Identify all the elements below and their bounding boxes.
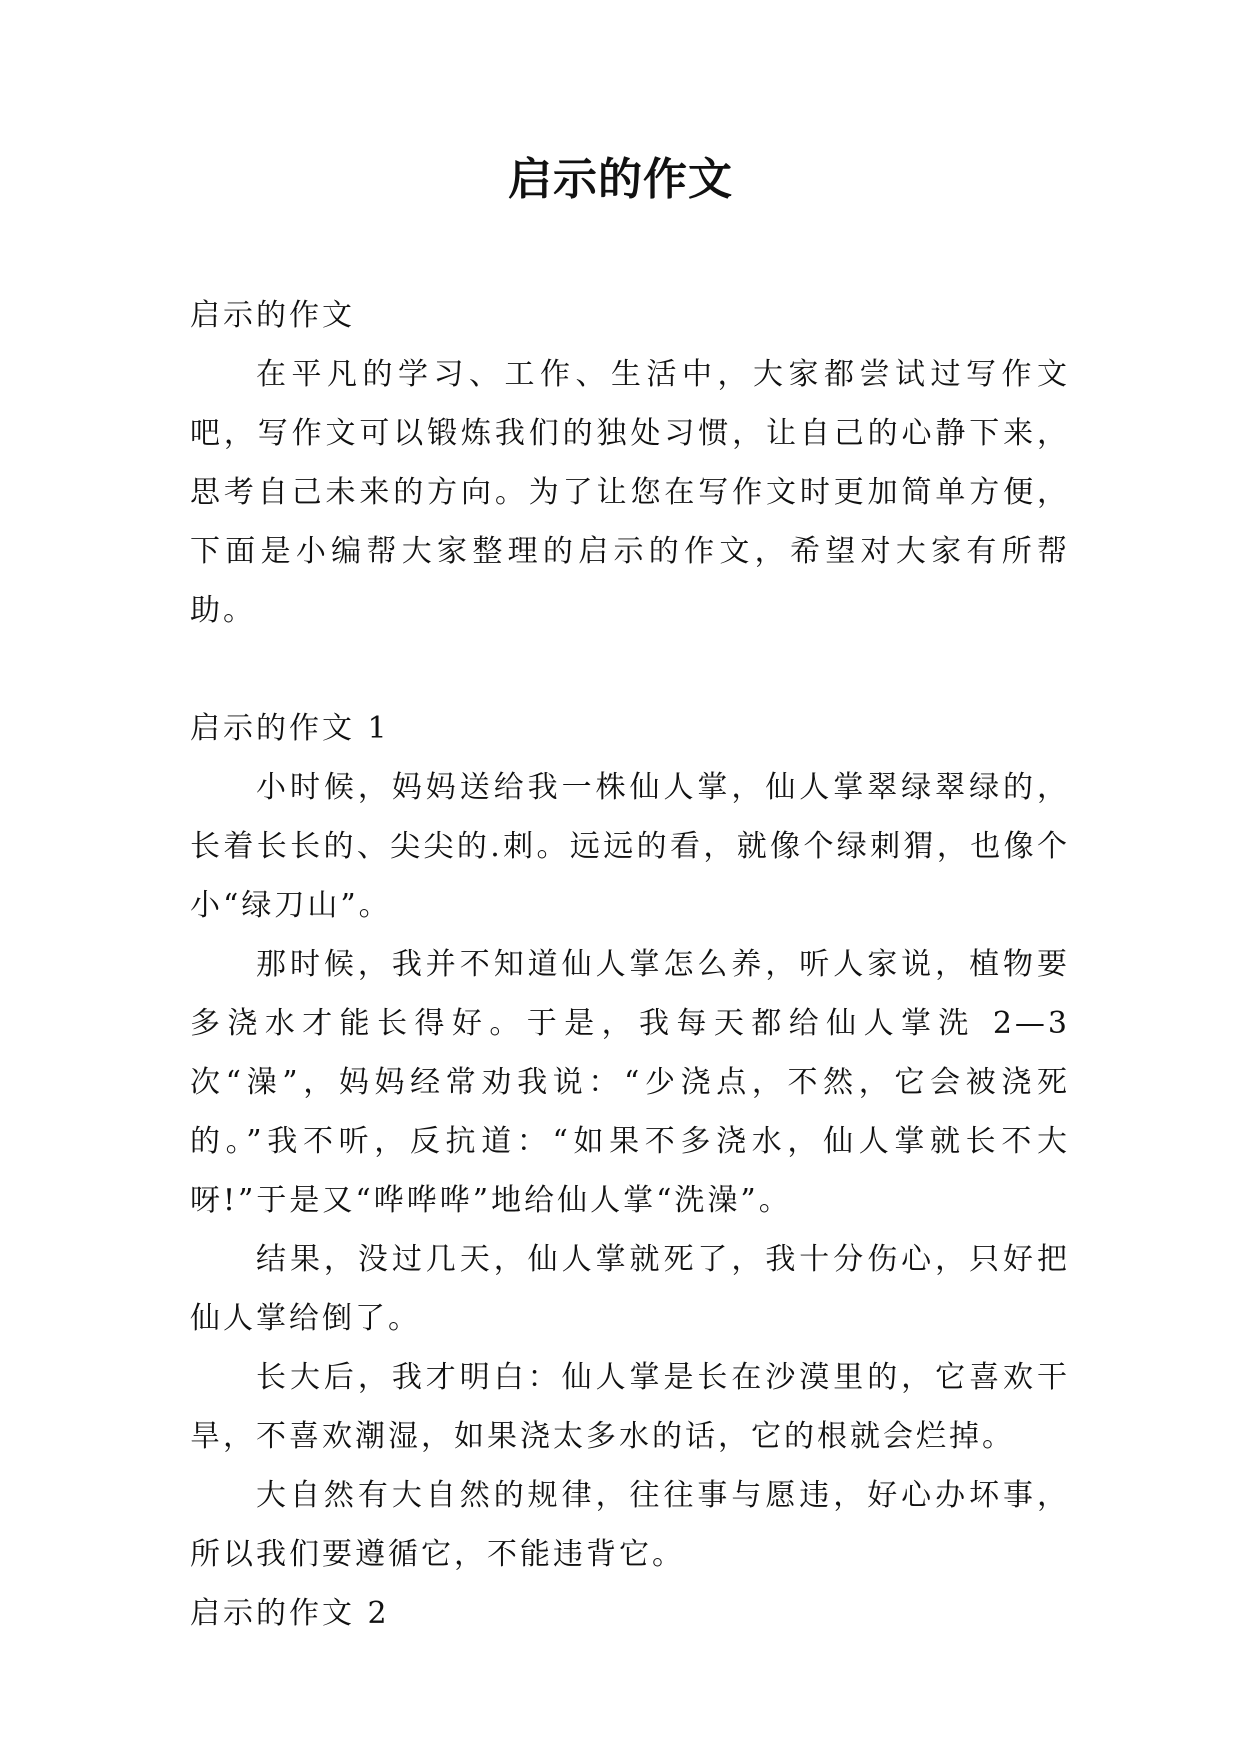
intro-heading: 启示的作文: [190, 298, 355, 333]
essay1-paragraph: 那时候，我并不知道仙人掌怎么养，听人家说，植物要多浇水才能长得好。于是，我每天都给仙人掌洗 2—3 次“澡”，妈妈经常劝我说：“少浇点，不然，它会被浇死的。”我不听，反抗道：“如果不多浇水，仙人掌就长不大呀!”于是又“哗哗哗”地给仙人掌“洗澡”。: [190, 947, 1070, 1218]
essay2-heading: 启示的作文 2: [190, 1596, 390, 1631]
intro-paragraph: 在平凡的学习、工作、生活中，大家都尝试过写作文吧，写作文可以锻炼我们的独处习惯，让自己的心静下来，思考自己未来的方向。为了让您在写作文时更加简单方便，下面是小编帮大家整理的启示的作文，希望对大家有所帮助。: [190, 357, 1070, 628]
essay1-paragraph: 结果，没过几天，仙人掌就死了，我十分伤心，只好把仙人掌给倒了。: [190, 1242, 1070, 1336]
essay1-paragraph: 大自然有大自然的规律，往往事与愿违，好心办坏事，所以我们要遵循它，不能违背它。: [190, 1478, 1070, 1572]
document-title: 启示的作文: [508, 154, 733, 205]
essay1-heading: 启示的作文 1: [190, 711, 390, 746]
document-body: [190, 286, 1070, 1643]
section-gap: [190, 640, 1070, 699]
essay1-paragraph: 小时候，妈妈送给我一株仙人掌，仙人掌翠绿翠绿的，长着长长的、尖尖的.刺。远远的看，就像个绿刺猬，也像个小“绿刀山”。: [190, 770, 1070, 923]
essay1-paragraph: 长大后，我才明白：仙人掌是长在沙漠里的，它喜欢干旱，不喜欢潮湿，如果浇太多水的话，它的根就会烂掉。: [190, 1360, 1070, 1454]
